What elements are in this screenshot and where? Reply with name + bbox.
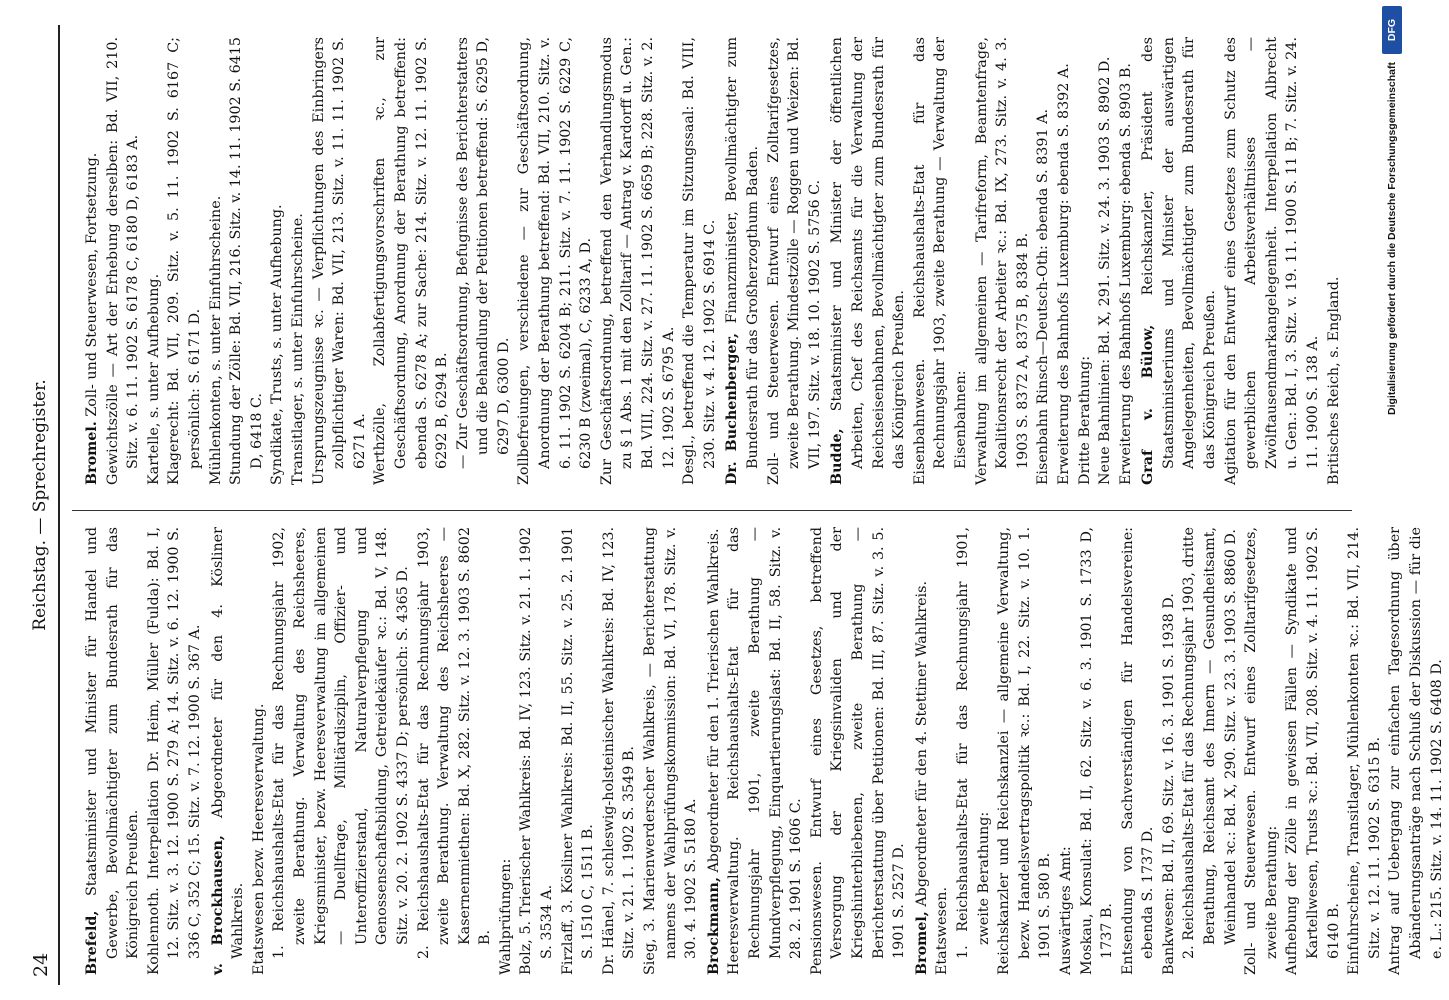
- entry-text: Zur Geschäftsordnung, betreffend den Verhandlungsmodus zu § 1 Abs. 1 mit den Zolltarif — Antrag v. Kardorff u. Gen.: Bd. VIII, 224. Sitz. v. 27. 11. 1902 S. 6659 B; 228. Sitz. v. 2. 12. 1902 S. 6795 A.: [598, 37, 677, 485]
- entry-line: [558, 527, 599, 975]
- entry-text: Reichskanzler, Präsident des Staatsministeriums und Minister der auswärtigen Angelegenheiten, Bevollmächtigter zum Bundesrath für das Königreich Preußen.: [1140, 37, 1219, 469]
- entry-headword: Budde,: [829, 428, 846, 485]
- entry-text: Eisenbahnwesen. Reichshaushalts-Etat für das Rechnungsjahr 1903, zweite Berathung — Verwaltung der Eisenbahnen:: [911, 37, 969, 485]
- entry-line: [724, 527, 806, 975]
- entry-line: [144, 37, 165, 485]
- dfg-logo: DFG: [1382, 6, 1402, 54]
- entry-line: [1033, 37, 1054, 485]
- page-number: 24: [30, 952, 52, 977]
- entry-line: [514, 37, 596, 485]
- entry-text: Stundung der Zölle: Bd. VII, 216. Sitz. v. 14. 11. 1902 S. 6415 D, 6418 C.: [228, 36, 265, 485]
- column-divider: [72, 510, 1352, 511]
- entry-text: Kohlennoth. Interpellation Dr. Heim, Müller (Fulda): Bd. I, 12. Sitz. v. 3. 12. 1900 S. 279 A; 14. Sitz. v. 6. 12. 1900 S. 336 C, 352 C; 15. Sitz. v. 7. 12. 1900 S. 367 A.: [145, 527, 203, 975]
- entry-text: Bolz, 5. Trierischer Wahlkreis: Bd. IV, 123. Sitz. v. 21. 1. 1902 S. 3534 A.: [518, 527, 556, 975]
- register-entry: [704, 527, 910, 975]
- entry-headword: v. Brockhausen,: [209, 835, 226, 975]
- entry-text: Abgeordneter für den 4. Stettiner Wahlkreis.: [913, 581, 930, 907]
- entry-headword: Brefeld,: [84, 910, 100, 975]
- entry-text: Zoll- und Steuerwesen. Entwurf eines Zolltarifgesetzes, zweite Berathung. Mindestzölle — Roggen und Weizen: Bd. VII, 197. Sitz. v. 18. 10. 1902 S. 5756 C.: [765, 37, 823, 485]
- entry-line: [1077, 527, 1118, 975]
- entry-text: Zollbefreiungen, verschiedene — zur Geschäftsordnung, Anordnung der Berathung betreffend: Bd. VII, 210. Sitz. v. 6. 11. 1902 S. 6204 B; 211. Sitz. v. 7. 11. 1902 S. 6229 C, 6230 B (zweimal), C, 6233 A, D.: [516, 37, 595, 485]
- entry-headword: Bromel,: [913, 911, 930, 975]
- entry-line: [164, 37, 205, 485]
- entry-text: Antrag auf Uebergang zur einfachen Tagesordnung über Abänderungsanträge nach Schluß der Diskussion — für die e. L.: 215. Sitz. v. 14. 11. 1902 S. 6408 D.: [1387, 527, 1445, 975]
- entry-text: — Zur Geschäftsordnung, Befugnisse des Berichterstatters und die Behandlung der Petitionen betreffend: S. 6295 D, 6297 D, 6300 D.: [454, 37, 512, 469]
- entry-line: [414, 527, 496, 975]
- entry-text: Entsendung von Sachverständigen für Handelsvereine: ebenda S. 1737 D.: [1119, 527, 1157, 975]
- entry-headword: Bromel.: [84, 421, 100, 485]
- entry-description: [82, 37, 103, 485]
- register-entry: [82, 37, 720, 485]
- entry-line: [807, 527, 910, 975]
- entry-line: [1056, 527, 1077, 975]
- entry-text: Sieg, 3. Marienwerderscher Wahlkreis, — Berichterstattung namens der Wahlprüfungskommission: Bd. VI, 178. Sitz. v. 30. 4. 1902 S. 5180 A.: [642, 527, 700, 975]
- entry-text: Britisches Reich, s. England.: [1325, 276, 1342, 485]
- right-column: [82, 37, 1346, 485]
- page-header: [22, 25, 62, 985]
- watermark-text: Digitalisierung gefördert durch die Deutsche Forschungsgemeinschaft: [1386, 62, 1398, 415]
- entry-line: [1054, 37, 1075, 485]
- entry-text: Auswärtiges Amt:: [1057, 846, 1074, 975]
- entry-line: [269, 527, 413, 975]
- entry-text: Transitlager, s. unter Einfuhrscheine.: [289, 213, 306, 485]
- entry-line: [1075, 37, 1096, 485]
- entry-text: Agitation für den Entwurf eines Gesetzes zum Schutz des gewerblichen Arbeitsverhältnisses — Zwölftausendmarkangelegenheit. Interpellation Albrecht u. Gen.: Bd. I, 3. Sitz. v. 19. 11. 1900 S. 11 B; 7. Sitz. v. 24. 11. 1900 S. 138 A.: [1222, 37, 1322, 485]
- entry-text: Etatswesen bezw. Heeresverwaltung.: [250, 703, 267, 975]
- entry-text: Zoll- und Steuerwesen. Entwurf eines Zolltarifgesetzes, zweite Berathung:: [1243, 527, 1280, 975]
- register-entry: [827, 37, 1136, 485]
- entry-line: [599, 527, 640, 975]
- entry-text: Firzlaff, 3. Kösliner Wahlkreis: Bd. II, 55. Sitz. v. 25. 2. 1901 S. 1510 C, 1511 B.: [559, 527, 597, 975]
- entry-description: [704, 527, 725, 975]
- entry-text: Klagerecht: Bd. VII, 209. Sitz. v. 5. 11. 1902 S. 6167 C; persönlich: S. 6171 D.: [166, 37, 203, 485]
- entry-text: Moskau, Konsulat: Bd. II, 62. Sitz. v. 6. 3. 1901 S. 1733 D, 1737 B.: [1078, 527, 1116, 975]
- entry-description: [827, 37, 909, 485]
- entry-line: [994, 527, 1056, 975]
- entry-text: Wahlprüfungen:: [497, 858, 514, 975]
- entry-line: [679, 37, 720, 485]
- entry-text: Aufhebung der Zölle in gewissen Fällen — Syndikate und Kartellwesen, Trusts ꝛc.: Bd. VII, 208. Sitz. v. 4. 11. 1902 S. 6140 B.: [1284, 527, 1342, 975]
- entry-line: [370, 37, 452, 485]
- entry-line: [953, 527, 994, 975]
- entry-text: Abgeordneter für den 4. Kösliner Wahlkreis.: [209, 527, 247, 959]
- entry-text: Heeresverwaltung. Reichshaushalts-Etat für das Rechnungsjahr 1901, zweite Berathung — Mundverpflegung, Einquartierungslast: Bd. II, 58. Sitz. v. 28. 2. 1901 S. 1606 C.: [726, 527, 805, 975]
- entry-text: Dr. Hänel, 7. schleswig-holsteinischer Wahlkreis: Bd. IV, 123. Sitz. v. 21. 1. 1902 S. 3549 B.: [600, 527, 638, 975]
- entry-text: Erweiterung des Bahnhofs Luxemburg: ebenda S. 8392 A.: [1055, 63, 1072, 485]
- entry-text: 2. Reichshaushalts-Etat für das Rechnungsjahr 1903, zweite Berathung. Verwaltung des Reichsheeres — Kasernenmiethen: Bd. X, 282. Sitz. v. 12. 3. 1903 S. 8602 B.: [415, 527, 494, 959]
- entry-line: [910, 37, 972, 485]
- entry-line: [764, 37, 826, 485]
- entry-line: [453, 37, 515, 485]
- entry-line: [144, 527, 206, 975]
- entry-description: [1138, 37, 1220, 485]
- entry-headword: Graf v. Bülow,: [1140, 324, 1157, 485]
- entry-text: 2. Reichshaushalts-Etat für das Rechnungsjahr 1903, dritte Berathung, Reichsamt des Innern — Gesundheitsamt, Weinhandel ꝛc.: Bd. X, 290. Sitz. v. 23. 3. 1903 S. 8860 D.: [1181, 527, 1239, 959]
- entry-line: [267, 37, 288, 485]
- entry-text: 1. Reichshaushalts-Etat für das Rechnungsjahr 1901, zweite Berathung:: [954, 527, 992, 959]
- entry-text: Ursprungszeugnisse ꝛc. — Verpflichtungen des Einbringers zollpflichtiger Waren: Bd. VII, 213. Sitz. v. 11. 11. 1902 S. 6271 A.: [310, 37, 368, 485]
- entry-text: Dritte Berathung:: [1076, 355, 1093, 485]
- entry-text: Abgeordneter für den 1. Trierischen Wahlkreis.: [705, 528, 722, 873]
- entry-description: [208, 527, 249, 975]
- left-column: [82, 527, 1449, 975]
- entry-line: [1118, 527, 1159, 975]
- entry-line: [597, 37, 679, 485]
- entry-text: Staatsminister und Minister der öffentlichen Arbeiten, Chef des Reichsamts für die Verwaltung der Reichseisenbahnen, Bevollmächtigter zum Bundesrath für das Königreich Preußen.: [829, 37, 908, 469]
- entry-description: [722, 37, 763, 485]
- entry-text: Reichskanzler und Reichskanzlei — allgemeine Verwaltung, bezw. Handelsvertragspolitik ꝛc.: Bd. I, 22. Sitz. v. 10. 1. 1901 S. 580 B.: [996, 527, 1054, 975]
- entry-line: [103, 37, 144, 485]
- entry-line: [1116, 37, 1137, 485]
- entry-text: Einfuhrscheine, Transitlager, Mühlenkonten ꝛc.: Bd. VII, 214. Sitz. v. 12. 11. 1902 S. 6315 B.: [1346, 527, 1383, 975]
- entry-text: Syndikate, Trusts, s. unter Aufhebung.: [269, 204, 286, 485]
- entry-line: [1241, 527, 1282, 975]
- entry-line: [249, 527, 270, 975]
- entry-line: [288, 37, 309, 485]
- entry-line: [309, 37, 371, 485]
- entry-headword: Brockmann,: [705, 877, 722, 975]
- entry-line: [972, 37, 1034, 485]
- entry-text: Zoll- und Steuerwesen, Fortsetzung.: [84, 152, 100, 417]
- entry-text: Etatswesen.: [934, 886, 951, 975]
- entry-line: [206, 37, 227, 485]
- entry-line: [640, 527, 702, 975]
- entry-text: Desgl., betreffend die Temperatur im Sitzungssaal: Bd. VIII, 230. Sitz. v. 4. 12. 1902 S. 6914 C.: [681, 37, 718, 485]
- entry-text: 1. Reichshaushalts-Etat für das Rechnungsjahr 1902, zweite Berathung. Verwaltung des Reichsheeres, Kriegsminister, bezw. Heeresverwaltung im allgemeinen — Duellfrage, Militärdisziplin, Offizier- und Unteroffizierstand, Naturalverpflegung und Genossenschaftsbildung, Getreidekäufer ꝛc.: Bd. V, 148. Sitz. v. 20. 2. 1902 S. 4337 D; persönlich: S. 4365 D.: [271, 527, 411, 959]
- register-entry: [208, 527, 702, 975]
- entry-text: Neue Bahnlinien: Bd. X, 291. Sitz. v. 24. 3. 1903 S. 8902 D.: [1097, 56, 1114, 485]
- entry-line: [1179, 527, 1241, 975]
- register-entry: [722, 37, 825, 485]
- entry-description: [912, 527, 933, 975]
- entry-description: [82, 527, 144, 975]
- entry-line: [496, 527, 517, 975]
- entry-text: Eisenbahn Rinsch—Deutsch-Oth: ebenda S. 8391 A.: [1035, 108, 1052, 485]
- entry-text: Werthzölle, Zollabfertigungsvorschriften ꝛc., zur Geschäftsordnung, Anordnung der Berathung betreffend: ebenda S. 6278 A; zur Sache: 214. Sitz. v. 12. 11. 1902 S. 6292 B, 6294 B.: [372, 37, 451, 485]
- entry-text: Bankwesen: Bd. II, 69. Sitz. v. 16. 3. 1901 S. 1938 D.: [1160, 593, 1177, 975]
- entry-line: [516, 527, 557, 975]
- entry-text: Verwaltung im allgemeinen — Tarifreform, Beamtenfrage, Koalitionsrecht der Arbeiter ꝛc.: Bd. IX, 273. Sitz. v. 4. 3. 1903 S. 8372 A, 8375 B, 8384 B.: [973, 37, 1031, 485]
- entry-text: Mühlenkonten, s. unter Einfuhrscheine.: [207, 195, 224, 485]
- entry-line: [1324, 37, 1345, 485]
- entry-line: [1282, 527, 1344, 975]
- watermark: [1352, 6, 1398, 992]
- entry-text: Staatsminister und Minister für Handel und Gewerbe, Bevollmächtigter zum Bundesrath für das Königreich Preußen.: [84, 527, 142, 959]
- watermark-strip: [1378, 6, 1406, 992]
- entry-text: Kartelle, s. unter Aufhebung.: [145, 273, 162, 485]
- entry-text: Finanzminister, Bevollmächtigter zum Bundesrath für das Großherzogthum Baden.: [724, 36, 761, 469]
- register-entry: [82, 527, 206, 975]
- header-rule: [58, 25, 60, 985]
- entry-line: [932, 527, 953, 975]
- entry-line: [1221, 37, 1324, 485]
- entry-line: [1095, 37, 1116, 485]
- entry-text: Pensionswesen. Entwurf eines Gesetzes, betreffend Versorgung der Kriegsinvaliden und der Kriegshinterbliebenen, zweite Berathung — Berichterstattung über Petitionen: Bd. III, 87. Sitz. v. 3. 5. 1901 S. 2527 D.: [808, 527, 908, 975]
- running-head: Reichstag. — Sprechregister.: [30, 379, 50, 631]
- entry-headword: Dr. Buchenberger,: [724, 333, 741, 485]
- entry-line: [1159, 527, 1180, 975]
- entry-text: Erweiterung des Bahnhofs Luxemburg: ebenda S. 8903 B.: [1117, 63, 1134, 485]
- entry-line: [226, 37, 267, 485]
- register-entry: [1138, 37, 1344, 485]
- entry-text: Gewichtszölle — Art der Erhebung derselben: Bd. VII, 210. Sitz. v. 6. 11. 1902 S. 6178 C, 6180 D, 6183 A.: [104, 37, 142, 485]
